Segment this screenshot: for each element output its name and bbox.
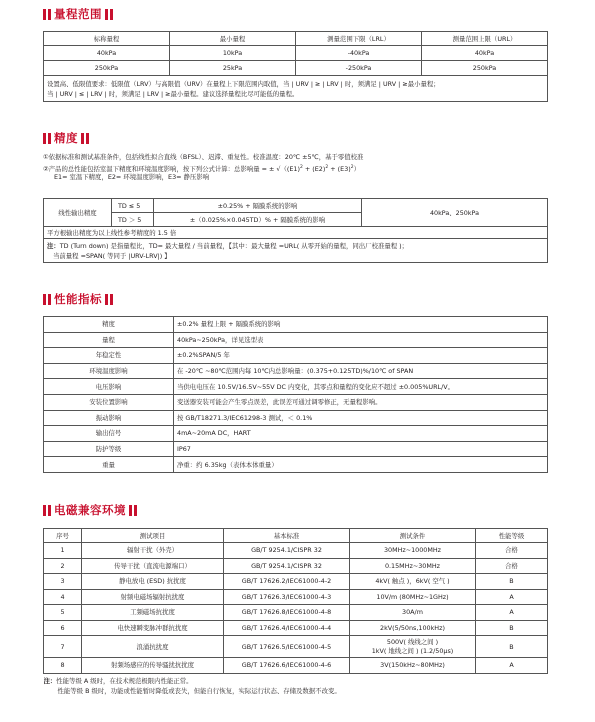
table-row: [44, 332, 548, 348]
range-cell: -40kPa: [296, 46, 422, 61]
accuracy-line: E1= 室温下精度，E2= 环境温度影响，E3= 静压影响: [54, 173, 210, 181]
perf-label: 环境温度影响: [44, 363, 174, 379]
accuracy-line: ①依据标准和测试基准条件，包括线性拟合直线（BFSL）、迟滞、重复性。校准温度：20℃ ±5℃，基于零值校准: [43, 153, 364, 161]
perf-label: 防护等级: [44, 441, 174, 457]
accuracy-table: [43, 198, 548, 263]
emc-title: 电磁兼容环境: [54, 503, 126, 517]
range-cell: 25kPa: [170, 61, 296, 76]
perf-label: 量程: [44, 332, 174, 348]
perf-value: 变送器安装可能会产生零点误差，此误差可通过调零修正，无量程影响。: [174, 394, 548, 410]
perf-label: 电压影响: [44, 379, 174, 395]
table-row: [44, 426, 548, 442]
table-row: [44, 61, 548, 76]
perf-value: 按 GB/T18271.3/IEC61298-3 测试，＜ 0.1%: [174, 410, 548, 426]
accuracy-sqrt-note: 平方根输出精度为以上线性参考精度的 1.5 倍: [44, 227, 548, 239]
range-cell: -250kPa: [296, 61, 422, 76]
perf-label: 年稳定性: [44, 348, 174, 364]
emc-header: 基本标准: [224, 529, 350, 543]
accuracy-formula: ②产品的总性能包括室温下精度和环境温度影响，按下列公式计算：总影响量 = ± $√((E1)^2 + (E2)^2 + (E3)^2)$: [43, 165, 361, 174]
table-row: [44, 410, 548, 426]
perf-value: IP67: [174, 441, 548, 457]
range-header: 标称量程: [44, 32, 170, 46]
perf-label: 振动影响: [44, 410, 174, 426]
range-note-line: 当 | URV | ≤ | LRV | 时，须满足 | LRV | ≥最小量程。建议选择量程比尽可能低的量程。: [47, 89, 299, 98]
perf-label: 精度: [44, 317, 174, 333]
table-row: [44, 363, 548, 379]
perf-label: 输出信号: [44, 426, 174, 442]
range-cell: 40kPa: [44, 46, 170, 61]
performance-table: [43, 316, 548, 473]
accuracy-title: 精度: [54, 131, 78, 145]
range-cell: 250kPa: [44, 61, 170, 76]
table-row: 5 工频磁场抗扰度 GB/T 17626.8/IEC61000-4-8 30A/m A: [44, 605, 548, 621]
perf-value: 40kPa~250kPa，详见选型表: [174, 332, 548, 348]
section-title-emc: [43, 502, 138, 518]
accuracy-ranges: 40kPa、250kPa: [362, 199, 548, 227]
table-row: [44, 317, 548, 333]
range-header: 测量范围下限（LRL）: [296, 32, 422, 46]
perf-value: ±0.2%SPAN/5 年: [174, 348, 548, 364]
table-row: 1 辐射干扰（外壳） GB/T 9254.1/CISPR 32 30MHz~1000MHz 合格: [44, 543, 548, 559]
accuracy-td: TD ≤ 5: [112, 199, 154, 213]
table-row: [44, 441, 548, 457]
perf-value: ±0.2% 量程上限 + 隔膜系统的影响: [174, 317, 548, 333]
range-cell: 250kPa: [422, 61, 548, 76]
perf-value: 4mA~20mA DC，HART: [174, 426, 548, 442]
range-note: [44, 76, 548, 102]
accuracy-value: ±0.25% + 隔膜系统的影响: [154, 199, 362, 213]
accuracy-td: TD ＞ 5: [112, 213, 154, 227]
emc-header: 性能等级: [476, 529, 548, 543]
table-row: 2 传导干扰（直流电源端口） GB/T 9254.1/CISPR 32 0.15MHz~30MHz 合格: [44, 558, 548, 574]
emc-table: [43, 528, 548, 696]
accuracy-label: 线性输出精度: [44, 199, 112, 227]
table-row: [44, 348, 548, 364]
emc-header: 测试项目: [82, 529, 224, 543]
emc-header: 测试条件: [350, 529, 476, 543]
perf-value: 当供电电压在 10.5V/16.5V~55V DC 内变化，其零点和量程的变化应不超过 ±0.005%URL/V。: [174, 379, 548, 395]
range-header: 测量范围上限（URL）: [422, 32, 548, 46]
emc-header: 序号: [44, 529, 82, 543]
table-row: 8 射频场感应的传导骚扰抗扰度 GB/T 17626.6/IEC61000-4-6 3V(150kHz~80MHz) A: [44, 658, 548, 674]
table-row: 3 静电放电 (ESD) 抗扰度 GB/T 17626.2/IEC61000-4-2 4kV( 触点 )，6kV( 空气 ) B: [44, 574, 548, 590]
section-title-range: [43, 6, 114, 22]
range-header: 最小量程: [170, 32, 296, 46]
table-row: [44, 46, 548, 61]
table-row: [44, 379, 548, 395]
table-row: 4 射频电磁场辐射抗扰度 GB/T 17626.3/IEC61000-4-3 10V/m (80MHz~1GHz) A: [44, 589, 548, 605]
range-cell: 40kPa: [422, 46, 548, 61]
performance-title: 性能指标: [54, 292, 102, 306]
perf-value: 净重：约 6.35kg（表体本体重量）: [174, 457, 548, 473]
range-cell: 10kPa: [170, 46, 296, 61]
section-title-accuracy: [43, 130, 90, 146]
accuracy-note: 注：TD (Turn down) 是指量程比，TD= 最大量程 / 当前量程，【其中：最大量程 =URL( 从零开始的量程，同出厂校准量程 )； 当前量程 =SPAN( 等同于 |URV-LRV|) 】: [44, 239, 548, 263]
table-row: 7 浪涌抗扰度 GB/T 17626.5/IEC61000-4-5 500V( 线线之间 ) 1kV( 地线之间 ) (1.2/50μs) B: [44, 636, 548, 658]
range-table: [43, 31, 548, 102]
section-title-performance: [43, 291, 114, 307]
perf-label: 安装位置影响: [44, 394, 174, 410]
accuracy-value: ±（0.025%×0.045TD）% + 隔膜系统的影响: [154, 213, 362, 227]
table-row: [44, 457, 548, 473]
perf-label: 重量: [44, 457, 174, 473]
range-title: 量程范围: [54, 7, 102, 21]
table-row: [44, 394, 548, 410]
range-note-line: 设置高、低限值要求：低限值（LRV）与高限值（URV）在量程上下限范围内取值，当 | URV | ≥ | LRV | 时，须满足 | URV | ≥最小量程；: [47, 79, 440, 88]
emc-note: 注：性能等级 A 级时，在技术规范极限内性能正常。 性能等级 B 级时，功能或性能暂时降低或丧失，但能自行恢复，实际运行状态、存储及数据不改变。: [43, 676, 341, 695]
perf-value: 在 -20℃ ~80℃范围内每 10℃内总影响量：(0.375+0.125TD)%/10℃ of SPAN: [174, 363, 548, 379]
table-row: 6 电快速瞬变脉冲群抗扰度 GB/T 17626.4/IEC61000-4-4 2kV(5/50ns,100kHz) B: [44, 620, 548, 636]
